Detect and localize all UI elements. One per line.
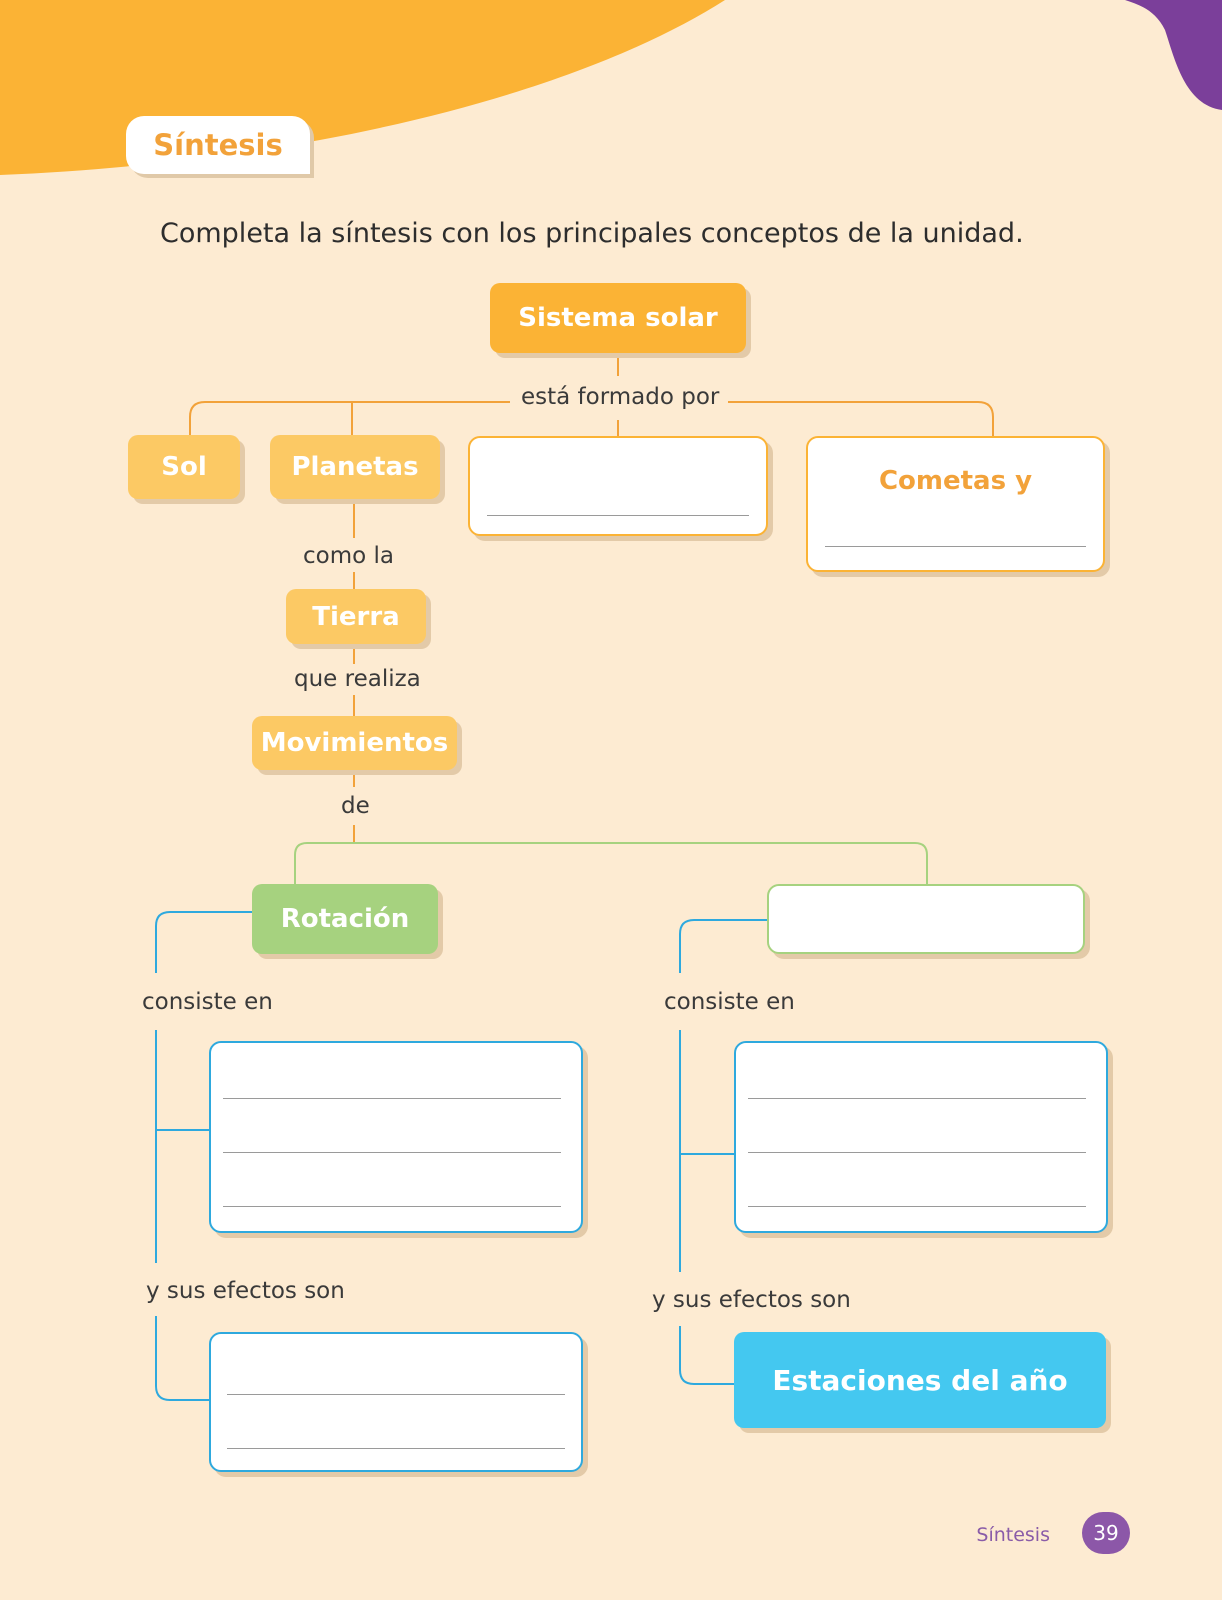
connector-consiste-en-right: consiste en: [658, 989, 801, 1015]
page-number-text: 39: [1093, 1521, 1119, 1545]
connector-consiste-en-left: consiste en: [136, 989, 279, 1015]
node-estaciones-del-ano: [734, 1332, 1106, 1428]
answer-box-movement-definition[interactable]: [734, 1041, 1108, 1233]
connector-efectos-right: y sus efectos son: [646, 1287, 857, 1313]
green-connectors: [295, 843, 927, 884]
connector-de: de: [335, 793, 376, 819]
node-movimientos: [252, 716, 457, 770]
node-rotacion-label: Rotación: [280, 904, 410, 934]
writing-line: [748, 1206, 1086, 1207]
connector-que-realiza: que realiza: [288, 666, 427, 692]
writing-line: [223, 1152, 561, 1153]
writing-line: [748, 1098, 1086, 1099]
node-planetas-label: Planetas: [291, 452, 419, 482]
answer-box-rotacion-definition[interactable]: [209, 1041, 583, 1233]
writing-line: [227, 1394, 565, 1395]
footer-section-label: Síntesis: [976, 1524, 1050, 1546]
instruction-text: Completa la síntesis con los principales conceptos de la unidad.: [160, 218, 1024, 249]
writing-line: [223, 1206, 561, 1207]
node-cometas-label: Cometas y: [878, 466, 1033, 496]
node-rotacion: [252, 884, 438, 954]
writing-line: [487, 515, 749, 516]
purple-corner-shape: [1125, 0, 1222, 110]
writing-line: [825, 546, 1086, 547]
section-title-tab: [126, 116, 310, 174]
answer-box-member[interactable]: [468, 436, 768, 536]
node-sol-label: Sol: [161, 452, 207, 482]
node-tierra-label: Tierra: [312, 601, 400, 632]
node-sistema-solar-label: Sistema solar: [518, 303, 718, 333]
connector-como-la: como la: [297, 543, 400, 569]
writing-line: [223, 1098, 561, 1099]
writing-line: [748, 1152, 1086, 1153]
answer-box-cometas[interactable]: [806, 436, 1105, 572]
writing-line: [227, 1448, 565, 1449]
node-tierra: [286, 589, 426, 644]
answer-box-rotacion-effects[interactable]: [209, 1332, 583, 1472]
connector-efectos-left: y sus efectos son: [140, 1278, 351, 1304]
answer-box-movement[interactable]: [767, 884, 1085, 954]
orange-wave-shape: [0, 0, 725, 175]
node-estaciones-label: Estaciones del año: [772, 1363, 1068, 1397]
node-sol: [128, 435, 240, 499]
connector-esta-formado-por: está formado por: [515, 384, 725, 410]
node-sistema-solar: [490, 283, 746, 353]
node-movimientos-label: Movimientos: [260, 728, 449, 758]
node-planetas: [270, 435, 440, 499]
page-number: [1082, 1512, 1130, 1554]
section-title: Síntesis: [153, 128, 283, 162]
